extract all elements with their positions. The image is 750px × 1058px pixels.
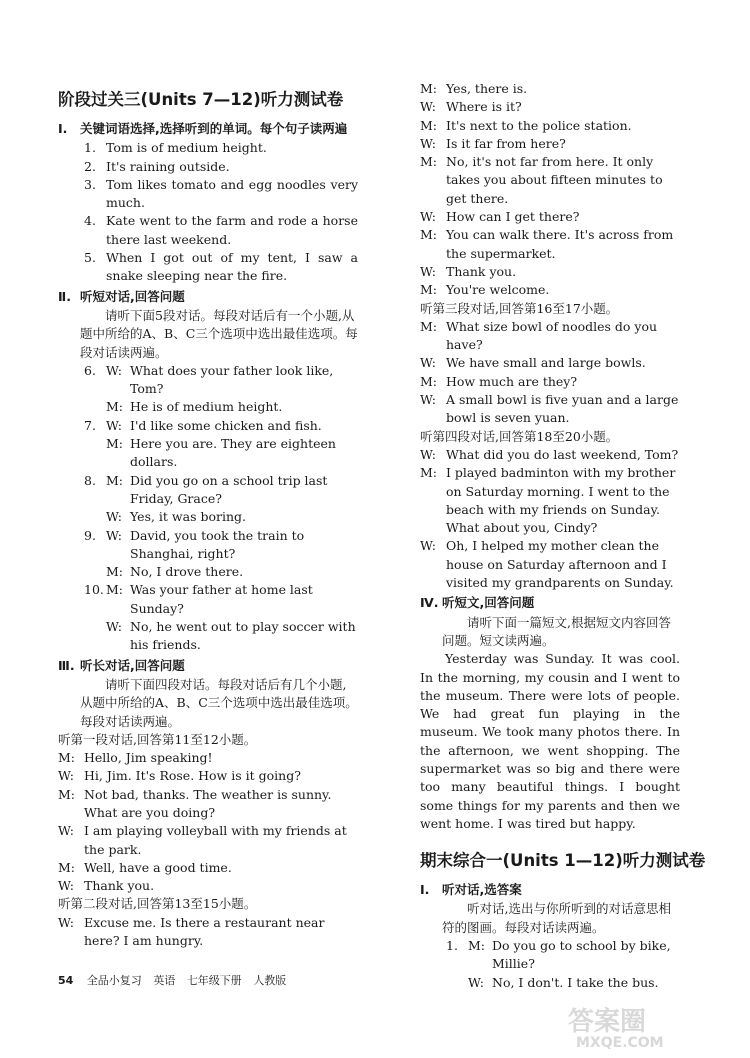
dialogue-line: W: Excuse me. Is there a restaurant near here? I am hungry. — [58, 914, 325, 949]
dialogue-line: M: Here you are. They are eighteen dollars. — [106, 436, 336, 470]
listening-passage: Yesterday was Sunday. It was cool. In the morning, my cousin and I went to the museum. There were lots of people. We had great fun playing in the museum. We took many photos there. In the afternoon, we went shopping. The supermarket was so big and there were too many beautiful things. I bought some things for my parents and then we went home. I was tired but happy. — [420, 651, 680, 831]
dialogue-line: W: Thank you. — [58, 878, 155, 894]
page-footer — [58, 972, 294, 988]
edition: 人教版 — [253, 974, 287, 987]
section-3-dialogue — [58, 731, 358, 951]
dialogue-line: W: Oh, I helped my mother clean the house on Saturday afternoon and I visited my grandparents on Sunday. — [420, 538, 674, 591]
list-item: 5. When I got out of my tent, I saw a snake sleeping near the fire. — [84, 250, 358, 284]
dialogue-line: 听第三段对话,回答第16至17小题。 — [420, 300, 619, 316]
dialogue-line: M: It's next to the police station. — [420, 117, 632, 133]
final-section-1-heading: Ⅰ. 听对话,选答案 — [420, 882, 522, 898]
dialogue-line: M: He is of medium height. — [106, 399, 283, 415]
list-item: 1. Tom is of medium height. — [84, 140, 267, 156]
section-4-instructions: 请听下面一篇短文,根据短文内容回答问题。短文读两遍。 — [442, 614, 671, 648]
dialogue-line: M: What size bowl of noodles do you have? — [420, 318, 658, 353]
dialogue-continued — [420, 80, 680, 592]
section-1-heading: Ⅰ. 关键词语选择,选择听到的单词。每个句子读两遍 — [58, 121, 348, 136]
subject: 英语 — [153, 974, 176, 987]
dialogue-line: 6. W: What does your father look like, Tom? — [84, 362, 334, 397]
dialogue-line: M: I played badminton with my brother on Saturday morning. I went to the beach with my friends on Sunday. What about you, Cindy? — [420, 465, 676, 536]
dialogue-line: M: You can walk there. It's across from the supermarket. — [420, 227, 674, 261]
dialogue-line: W: Where is it? — [420, 99, 522, 115]
list-item: 2. It's raining outside. — [84, 158, 230, 174]
section-2-instructions: 请听下面5段对话。每段对话后有一个小题,从题中所给的A、B、C三个选项中选出最佳选项。每段对话读两遍。 — [80, 307, 358, 360]
final-section-1-instructions: 听对话,选出与你所听到的对话意思相符的图画。每段对话读两遍。 — [442, 901, 671, 935]
dialogue-line: W: No, he went out to play soccer with his friends. — [106, 619, 356, 653]
dialogue-line: 9. W: David, you took the train to Shanghai, right? — [84, 527, 305, 561]
dialogue-line: 8. M: Did you go on a school trip last Friday, Grace? — [84, 472, 328, 506]
dialogue-line: W: Thank you. — [420, 263, 517, 279]
dialogue-line: W: No, I don't. I take the bus. — [468, 974, 659, 990]
dialogue-line: 10. M: Was your father at home last Sunday? — [84, 582, 313, 616]
list-item: 3. Tom likes tomato and egg noodles very much. — [84, 176, 358, 211]
dialogue-line: 听第四段对话,回答第18至20小题。 — [420, 428, 619, 444]
watermark-text: 答案圈 — [568, 1007, 647, 1037]
dialogue-line: W: A small bowl is five yuan and a large bowl is seven yuan. — [420, 392, 679, 426]
dialogue-line: M: Not bad, thanks. The weather is sunny. What are you doing? — [58, 786, 332, 820]
right-column — [420, 80, 706, 992]
watermark-url: MXQE.COM — [576, 1035, 664, 1050]
dialogue-line: W: How can I get there? — [420, 209, 580, 225]
dialogue-line: M: No, I drove there. — [106, 564, 244, 580]
dialogue-line: W: Hi, Jim. It's Rose. How is it going? — [58, 768, 301, 784]
test-title: 阶段过关三(Units 7—12)听力测试卷 — [58, 90, 344, 109]
list-item: 4. Kate went to the farm and rode a horse there last weekend. — [84, 213, 358, 247]
dialogue-line: W: I am playing volleyball with my friends at the park. — [58, 823, 347, 857]
dialogue-line: M: Yes, there is. — [420, 81, 528, 96]
section-3-heading: Ⅲ. 听长对话,回答问题 — [58, 657, 185, 673]
section-1-items — [58, 139, 358, 285]
watermark-logo — [566, 1000, 696, 1050]
dialogue-line: M: No, it's not far from here. It only takes you about fifteen minutes to get there. — [420, 154, 663, 206]
dialogue-line: 听第一段对话,回答第11至12小题。 — [58, 731, 257, 747]
dialogue-line: W: Is it far from here? — [420, 135, 566, 151]
section-4-heading: Ⅳ. 听短文,回答问题 — [420, 595, 535, 611]
dialogue-line: M: Well, have a good time. — [58, 859, 232, 875]
book-name: 全品小复习 — [86, 974, 142, 987]
section-3-instructions: 请听下面四段对话。每段对话后有几个小题,从题中所给的A、B、C三个选项中选出最佳选项。每段对话读两遍。 — [80, 676, 358, 729]
dialogue-line: W: Yes, it was boring. — [106, 509, 246, 525]
dialogue-line: M: You're welcome. — [420, 282, 550, 298]
grade: 七年级下册 — [186, 974, 242, 987]
dialogue-line: 1. M: Do you go to school by bike, Millie? — [446, 938, 671, 972]
section-2-items — [58, 362, 358, 655]
left-column — [58, 80, 358, 950]
section-2-heading: Ⅱ. 听短对话,回答问题 — [58, 288, 185, 304]
dialogue-line: 7. W: I'd like some chicken and fish. — [84, 417, 322, 433]
dialogue-line: M: Hello, Jim speaking! — [58, 750, 213, 766]
dialogue-line: W: What did you do last weekend, Tom? — [420, 446, 679, 462]
final-test-title: 期末综合一(Units 1—12)听力测试卷 — [420, 851, 706, 871]
dialogue-line: M: How much are they? — [420, 373, 578, 389]
page-number: 54 — [58, 974, 74, 987]
dialogue-line: 听第二段对话,回答第13至15小题。 — [58, 896, 257, 912]
dialogue-line: W: We have small and large bowls. — [420, 355, 646, 371]
